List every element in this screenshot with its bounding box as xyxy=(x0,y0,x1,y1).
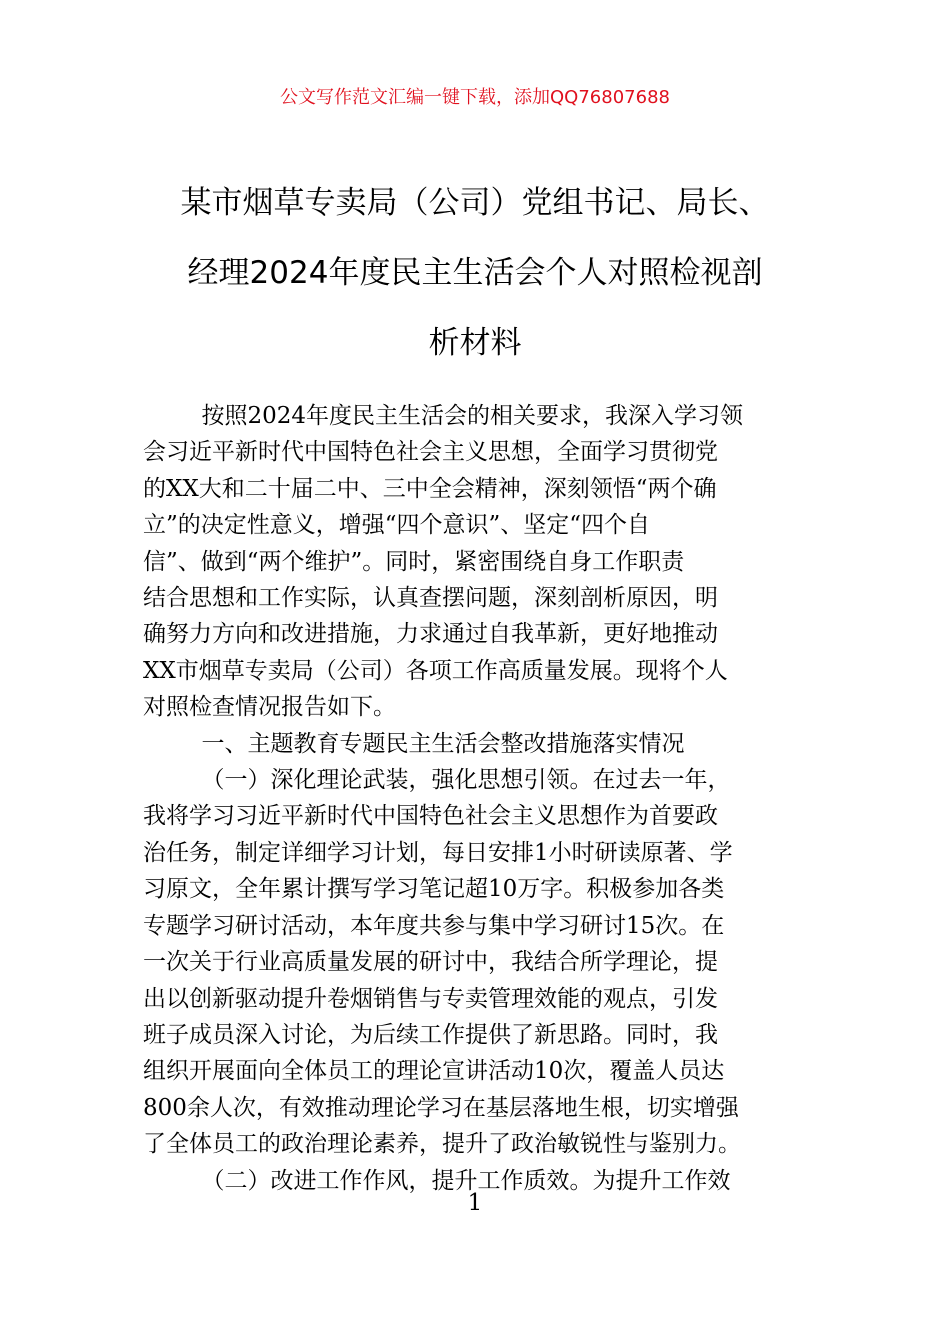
document-title: 某市烟草专卖局（公司）党组书记、局长、 经理2024年度民主生活会个人对照检视剖 析材料 xyxy=(180,185,770,361)
body-line: 专题学习研讨活动，本年度共参与集中学习研讨15次。在 xyxy=(143,912,725,939)
body-line: 立”的决定性意义，增强“四个意识”、坚定“四个自 xyxy=(143,512,651,539)
body-line: 的XX大和二十届二中、三中全会精神，深刻领悟“两个确 xyxy=(143,475,717,502)
document-body xyxy=(143,398,807,1199)
body-line: 确努力方向和改进措施，力求通过自我革新，更好地推动 xyxy=(143,621,718,648)
body-line: 治任务，制定详细学习计划，每日安排1小时研读原著、学 xyxy=(143,839,733,866)
download-promo-note: 公文写作范文汇编一键下载，添加QQ76807688 xyxy=(280,87,670,108)
page-number: 1 xyxy=(467,1190,483,1216)
body-line: 班子成员深入讨论，为后续工作提供了新思路。同时，我 xyxy=(143,1021,718,1048)
body-line: 组织开展面向全体员工的理论宣讲活动10次，覆盖人员达 xyxy=(143,1058,725,1085)
body-line: （一）深化理论武装，强化思想引领。在过去一年， xyxy=(143,767,731,794)
body-line: XX市烟草专卖局（公司）各项工作高质量发展。现将个人 xyxy=(143,657,728,684)
body-line: 800余人次，有效推动理论学习在基层落地生根，切实增强 xyxy=(143,1094,739,1121)
body-line: （二）改进工作作风，提升工作质效。为提升工作效 xyxy=(143,1167,731,1194)
body-line: 一次关于行业高质量发展的研讨中，我结合所学理论，提 xyxy=(143,949,718,976)
body-line: 按照2024年度民主生活会的相关要求，我深入学习领 xyxy=(143,403,744,429)
body-line: 了全体员工的政治理论素养，提升了政治敏锐性与鉴别力。 xyxy=(143,1131,741,1158)
body-line: 习原文，全年累计撰写学习笔记超10万字。积极参加各类 xyxy=(143,876,725,903)
body-line: 出以创新驱动提升卷烟销售与专卖管理效能的观点，引发 xyxy=(143,985,718,1012)
body-line: 会习近平新时代中国特色社会主义思想，全面学习贯彻党 xyxy=(143,439,718,466)
body-line: 一、主题教育专题民主生活会整改措施落实情况 xyxy=(143,730,685,757)
body-line: 我将学习习近平新时代中国特色社会主义思想作为首要政 xyxy=(143,803,718,830)
body-line: 结合思想和工作实际，认真查摆问题，深刻剖析原因，明 xyxy=(143,585,718,612)
body-line: 信”、做到“两个维护”。同时，紧密围绕自身工作职责 xyxy=(143,548,685,575)
body-line: 对照检查情况报告如下。 xyxy=(143,694,396,721)
